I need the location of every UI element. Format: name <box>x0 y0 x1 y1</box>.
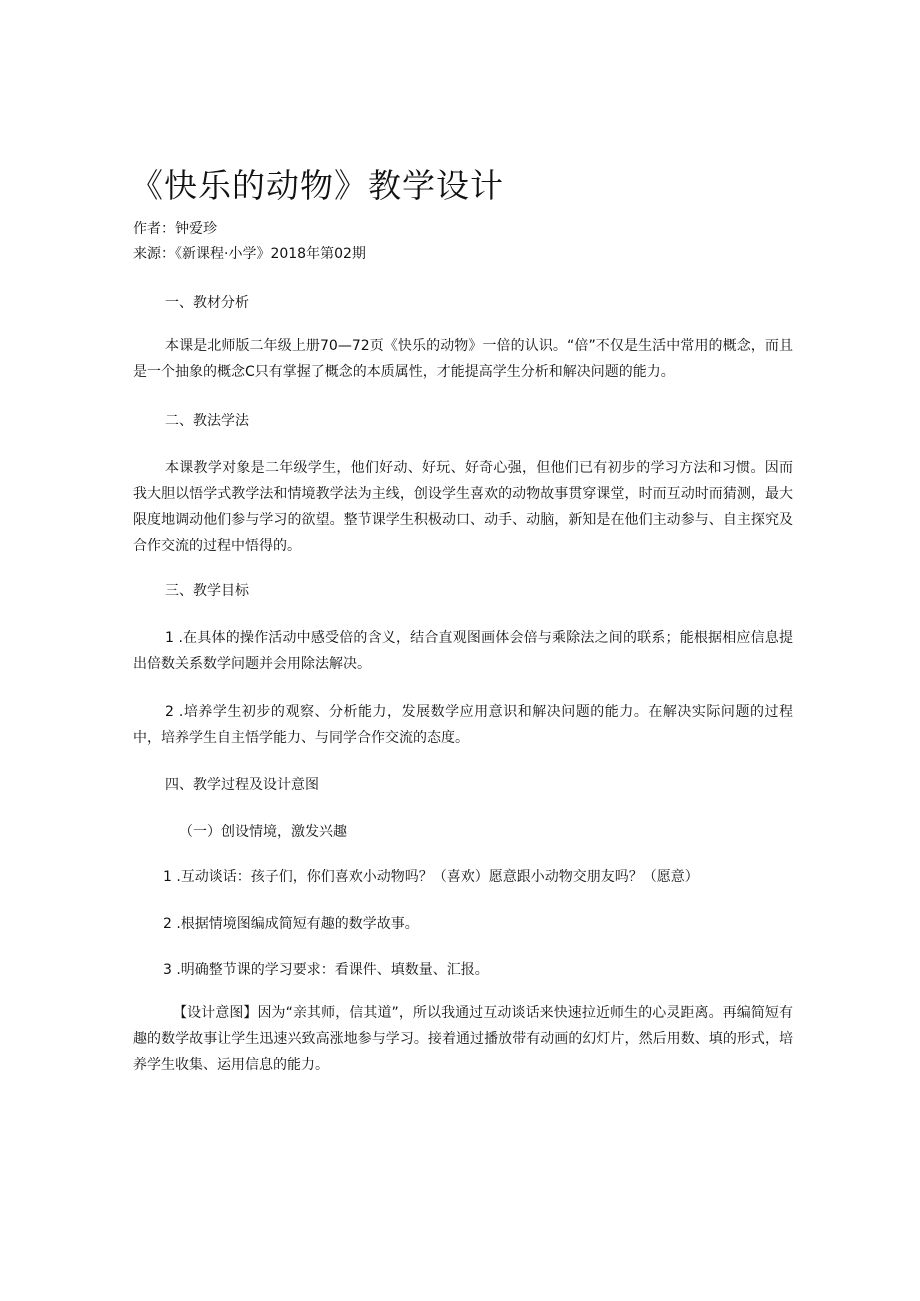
paragraph-teaching-methods: 本课教学对象是二年级学生，他们好动、好玩、好奇心强，但他们已有初步的学习方法和习惯。因而我大胆以悟学式教学法和情境教学法为主线，创设学生喜欢的动物故事贯穿课堂，时而互动时而猜测，最大限度地调动他们参与学习的欲望。整节课学生积极动口、动手、动脑，新知是在他们主动参与、自主探究及合作交流的过程中悟得的。 <box>133 460 793 554</box>
section-heading-textbook-analysis: 一、教材分析 <box>165 295 249 311</box>
section-heading-teaching-process: 四、教学过程及设计意图 <box>165 777 319 793</box>
source-line: 来源：《新课程·小学》2018年第02期 <box>133 246 366 262</box>
list-item-2: 2 .根据情境图编成简短有趣的数学故事。 <box>163 916 419 932</box>
list-item-1: 1 .互动谈话：孩子们，你们喜欢小动物吗？（喜欢）愿意跟小动物交朋友吗？（愿意） <box>163 869 699 885</box>
paragraph-goal-1: 1 .在具体的操作活动中感受倍的含义，结合直观图画体会倍与乘除法之间的联系；能根据相应信息提出倍数关系数学问题并会用除法解决。 <box>133 630 793 672</box>
list-item-3: 3 .明确整节课的学习要求：看课件、填数量、汇报。 <box>163 962 489 978</box>
section-heading-teaching-goals: 三、教学目标 <box>165 583 249 599</box>
document-title: 《快乐的动物》教学设计 <box>130 166 504 205</box>
section-heading-teaching-methods: 二、教法学法 <box>165 413 249 429</box>
paragraph-goal-2: 2 .培养学生初步的观察、分析能力，发展数学应用意识和解决问题的能力。在解决实际问题的过程中，培养学生自主悟学能力、与同学合作交流的态度。 <box>133 704 793 746</box>
paragraph-textbook-analysis: 本课是北师版二年级上册70—72页《快乐的动物》一倍的认识。“倍”不仅是生活中常用的概念，而且是一个抽象的概念C只有掌握了概念的本质属性，才能提高学生分析和解决问题的能力。 <box>133 338 793 380</box>
subsection-heading-scenario: （一）创设情境，激发兴趣 <box>179 824 347 840</box>
author-line: 作者：钟爱珍 <box>133 221 217 237</box>
paragraph-design-intent: 【设计意图】因为“亲其师，信其道”，所以我通过互动谈话来快速拉近师生的心灵距离。再编简短有趣的数学故事让学生迅速兴致高涨地参与学习。接着通过播放带有动画的幻灯片，然后用数、填的形式，培养学生收集、运用信息的能力。 <box>133 1005 793 1073</box>
